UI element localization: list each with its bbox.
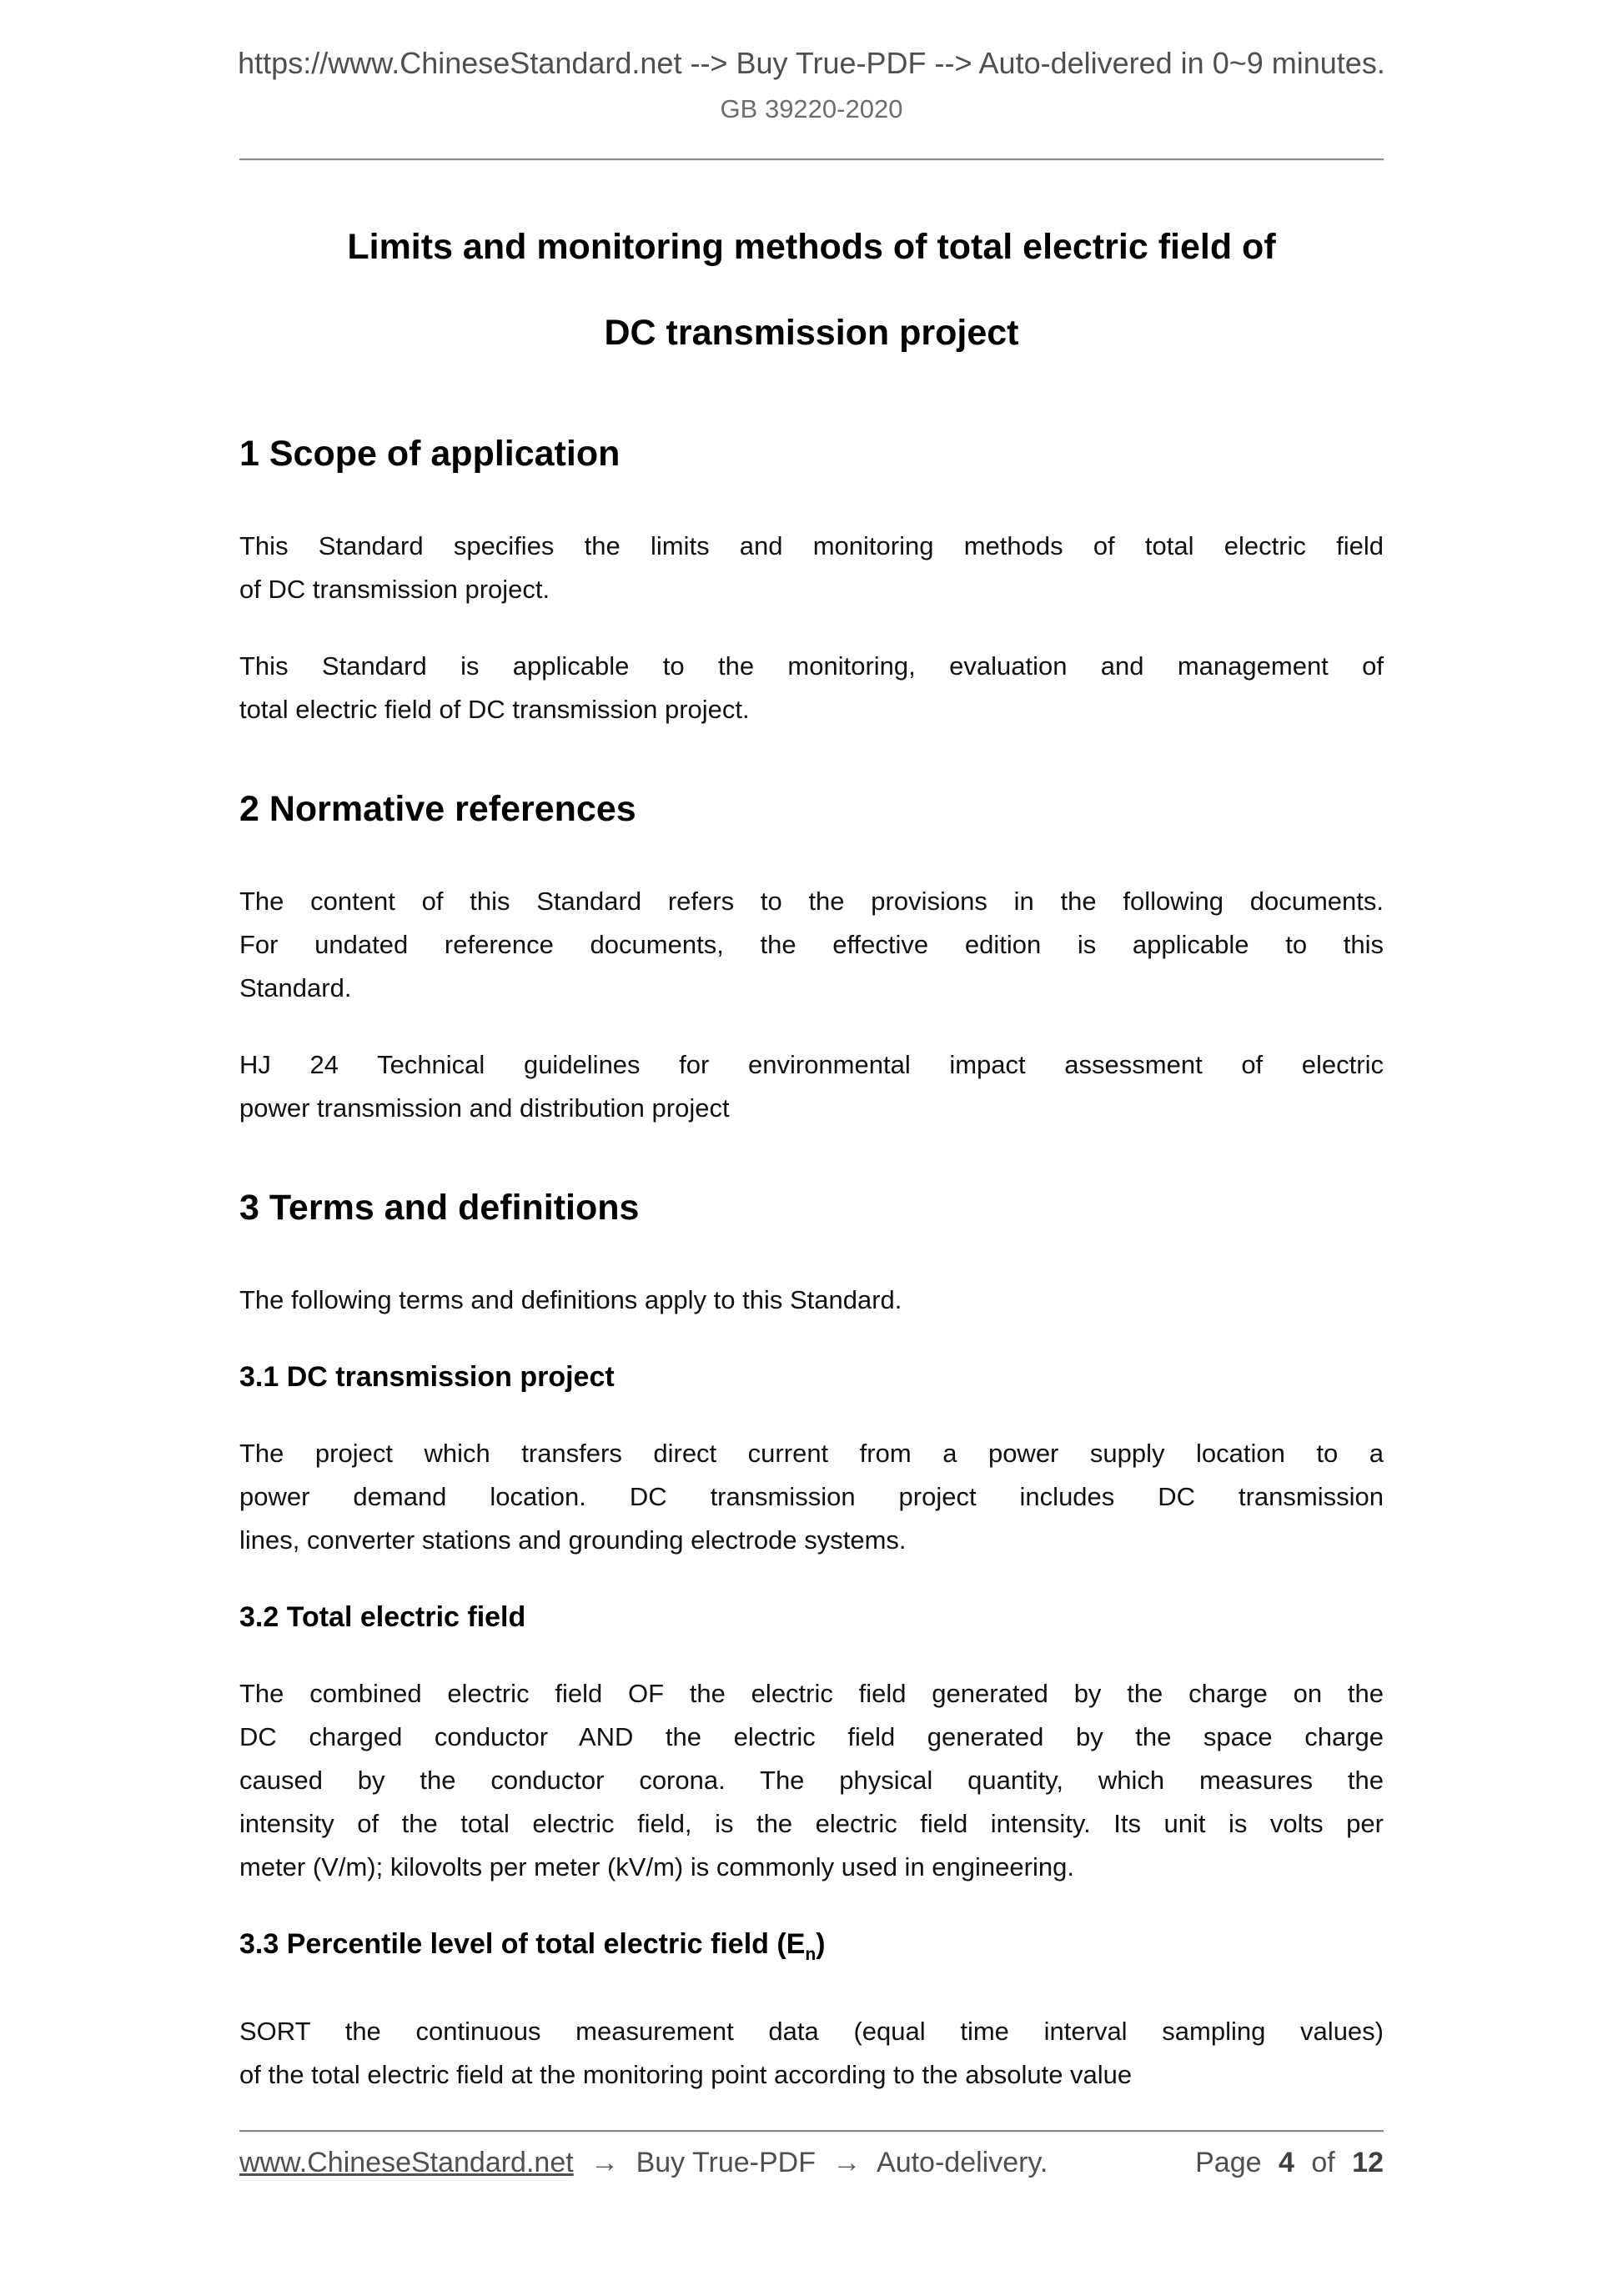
paragraph-line: The following terms and definitions apply to this Standard. [239,1285,902,1314]
footer-buy-text: Buy True-PDF [636,2146,816,2178]
subsection-heading-3-3 [239,1922,1384,1977]
paragraph-3-1 [239,1432,1384,1562]
page-header [0,0,1623,161]
subsection-3-3-text: 3.3 Percentile level of total electric field (E [239,1928,806,1960]
document-body [239,204,1384,2097]
arrow-right-icon: → [590,2146,620,2178]
paragraph-normative-2 [239,1043,1384,1130]
paragraph-3-3 [239,2010,1384,2097]
paragraph-line: of DC transmission project. [239,575,550,604]
paragraph-line: DC charged conductor AND the electric field generated by the space charge [239,1722,1384,1751]
paragraph-terms-intro [239,1279,1384,1322]
paragraph-line: The content of this Standard refers to the provisions in the following documents. [239,887,1384,916]
footer-delivery-text: Auto-delivery. [877,2146,1048,2178]
paragraph-line: Standard. [239,973,352,1002]
header-divider [239,158,1384,161]
section-heading-terms: 3 Terms and definitions [239,1188,640,1228]
arrow-right-icon: → [832,2146,862,2178]
paragraph-normative-1 [239,880,1384,1010]
paragraph-line: power transmission and distribution project [239,1093,730,1123]
page-label: Page [1195,2146,1262,2178]
page-current: 4 [1278,2146,1294,2178]
document-title-line2: DC transmission project [604,313,1019,353]
paragraph-line: This Standard specifies the limits and monitoring methods of total electric field [239,531,1384,560]
page-indicator [1186,2143,1384,2183]
section-heading-normative: 2 Normative references [239,789,636,829]
footer-site-line [239,2143,1057,2183]
paragraph-line: HJ 24 Technical guidelines for environmental impact assessment of electric [239,1050,1384,1079]
paragraph-line: meter (V/m); kilovolts per meter (kV/m) is commonly used in engineering. [239,1852,1074,1882]
standard-code: GB 39220-2020 [720,94,903,123]
page-of-label: of [1311,2146,1335,2178]
subsection-3-3-subscript: n [805,1944,817,1964]
paragraph-line: For undated reference documents, the effective edition is applicable to this [239,930,1384,959]
paragraph-line: intensity of the total electric field, is the electric field intensity. Its unit is volts per [239,1809,1384,1838]
paragraph-line: SORT the continuous measurement data (equal time interval sampling values) [239,2016,1384,2046]
paragraph-line: of the total electric field at the monitoring point according to the absolute value [239,2059,1133,2089]
paragraph-3-2 [239,1672,1384,1889]
paragraph-line: lines, converter stations and grounding electrode systems. [239,1525,907,1555]
footer-divider [239,2130,1384,2133]
section-heading-scope: 1 Scope of application [239,434,621,474]
page-total: 12 [1352,2146,1384,2178]
document-title-line1: Limits and monitoring methods of total electric field of [347,227,1276,267]
paragraph-line: This Standard is applicable to the monitoring, evaluation and management of [239,651,1384,681]
document-title [239,204,1384,376]
paragraph-line: caused by the conductor corona. The physical quantity, which measures the [239,1766,1384,1795]
subsection-3-3-close: ) [816,1928,826,1960]
paragraph-scope-1 [239,525,1384,611]
paragraph-scope-2 [239,645,1384,731]
page-footer [0,2130,1623,2183]
paragraph-line: total electric field of DC transmission project. [239,695,750,724]
footer-site-link[interactable]: www.ChineseStandard.net [239,2146,574,2178]
paragraph-line: The project which transfers direct current from a power supply location to a [239,1439,1384,1468]
subsection-heading-3-2: 3.2 Total electric field [239,1601,526,1633]
subsection-heading-3-1: 3.1 DC transmission project [239,1361,615,1393]
paragraph-line: The combined electric field OF the electric field generated by the charge on the [239,1679,1384,1708]
paragraph-line: power demand location. DC transmission project includes DC transmission [239,1482,1384,1511]
header-url-line: https://www.ChineseStandard.net --> Buy True-PDF --> Auto-delivered in 0~9 minutes. [238,46,1385,80]
